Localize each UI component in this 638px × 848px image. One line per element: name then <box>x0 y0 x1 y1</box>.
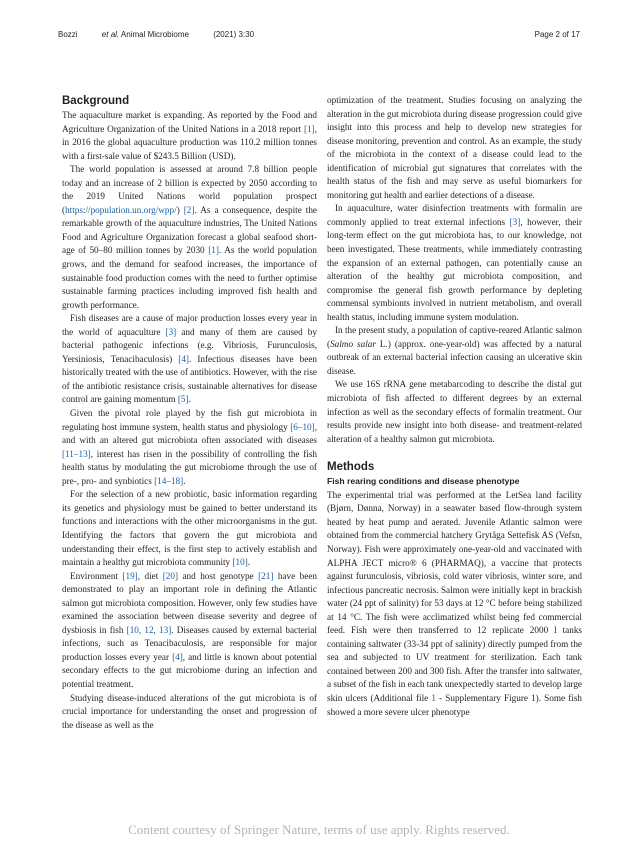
citation-link[interactable]: [10] <box>232 557 248 568</box>
section-spacer <box>327 446 582 460</box>
citation-link[interactable]: 1 <box>431 693 436 704</box>
paragraph: optimization of the treatment. Studies focusing on analyzing the alteration in the gut microbiota during disease progression could give insight into this process and help to develop new strategies for disease monitoring, prevention and control. As an example, the study of the microbiota in the context of a disease could lead to the identification of microbial gut signatures that correlates with the health status of the fish and may serve as useful biomarkers for monitoring gut health and earlier detections of a disease. <box>327 95 582 200</box>
paragraph: In the present study, a population of captive-reared Atlantic salmon (Salmo salar L.) (approx. one-year-old) was affected by a natural outbreak of an external bacterial infection causing an ulcerative skin disease. <box>327 325 582 376</box>
citation-link[interactable]: [3] <box>509 216 521 227</box>
page-number: Page 2 of 17 <box>534 30 580 39</box>
citation-link[interactable]: [11–13] <box>62 448 91 459</box>
citation-link[interactable]: [21] <box>258 570 274 581</box>
citation-link[interactable]: [6–10] <box>290 421 315 432</box>
citation-link[interactable]: [5] <box>177 394 189 405</box>
citation-link[interactable]: [1] <box>208 245 219 256</box>
paragraph: Given the pivotal role played by the fish gut microbiota in regulating host immune system, health status and physiology [6–10], and with an altered gut microbiota often associated with diseases [11–13], interest has risen in the possibility of controlling the fish health status by modulating the gut microbiome through the use of pre-, pro- and synbiotics [14–18]. <box>62 408 317 486</box>
header-year-volume: (2021) 3:30 <box>213 30 255 39</box>
italic-text: Salmo salar <box>330 338 376 349</box>
copyright-footer: Content courtesy of Springer Nature, terms of use apply. Rights reserved. <box>128 822 510 837</box>
paragraph: The world population is assessed at around 7.8 billion people today and an increase of 2 billion is expected by 2050 according to the 2019 United Nations world population prospect (https://population.un.org/wpp/) [2]. As a consequence, despite the remarkable growth of the aquaculture industries, The United Nations Food and Agriculture Organization forecast a global seafood shortage of 50–80 million tonnes by 2030 [1]. As the world population grows, and the demand for seafood increases, the importance of sustainable food production comes with the need to further optimise sustainable farming practices including improved fish health and growth performance. <box>62 164 317 310</box>
running-head <box>58 30 580 39</box>
background-heading: Background <box>62 95 130 107</box>
paragraph: In aquaculture, water disinfection treatments with formalin are commonly applied to treat external infections [3], however, their long-term effect on the gut microbiota has, to our knowledge, not been investigated. These treatments, while immediately contrasting the expansion of an external pathogen, can potentially cause an alteration of the healthy gut microbiota composition, and compromise the general fish growth performance by depleting commensal symbionts involved in nutrient metabolism, and overall health status, including immune system modulation. <box>327 203 582 322</box>
left-column <box>62 94 317 732</box>
citation-link[interactable]: [20] <box>162 570 179 581</box>
citation-link[interactable]: [14–18] <box>154 475 184 486</box>
paragraph: Environment [19], diet [20] and host genotype [21] have been demonstrated to play an important role in defining the Atlantic salmon gut microbiota composition. However, only few studies have examined the association between disease severity and degree of dysbiosis in fish [10, 12, 13]. Diseases caused by external bacterial infections, such as Tenacibaculosis, are responsible for major production losses every year [4], and little is known about potential secondary effects to the gut microbiome during an infection and potential treatment. <box>62 570 318 689</box>
right-column <box>327 94 582 719</box>
citation-link[interactable]: [3] <box>165 326 177 337</box>
paragraph: Fish diseases are a cause of major production losses every year in the world of aquaculture [3] and many of them are caused by bacterial pathogenic infections (e.g. Vibriosis, Furunculosis, Yersiniosis, Tenacibaculosis) [4]. Infectious diseases have been historically treated with the use of antibiotics. However, with the rise of the antibiotic resistance crisis, sustainable alternatives for disease control are gaining momentum [5]. <box>62 313 318 405</box>
citation-link[interactable]: [4] <box>172 651 183 662</box>
methods-heading: Methods <box>327 461 375 474</box>
citation-link[interactable]: [2] <box>183 204 195 215</box>
paragraph: The experimental trial was performed at the LetSea land facility (Bjørn, Dønna, Norway) in a seawater based flow-through system heated by heat pump and aerated. Juvenile Atlantic salmon were obtained from the commercial hatchery Grytåga Settefisk AS (Vefsn, Norway). Fish were approximately one-year-old and vaccinated with ALPHA JECT micro® 6 (PHARMAQ), a vaccine that protects against furunculosis, vibriosis, cold water vibriosis, winter sore, and infectious pancreatic necrosis. Salmon were initially kept in brackish water (24 ppt of salinity) for 53 days at 12 °C before being stabilized at 14 °C. The fish were acclimatized whilst being fed commercial feed. Fish were then transferred to 12 replicate 2000 l tanks containing saltwater (33-34 ppt of salinity) directly pumped from the sea and subjected to UV treatment for sterilization. Each tank contained between 200 and 300 fish. After the transfer into saltwater, a subset of the fish in each tank unexpectedly started to develop large skin ulcers (Additional file 1 - Supplementary Figure 1). Some fish showed a more severe ulcer phenotype <box>327 489 582 717</box>
header-authors: Bozzi <box>58 30 80 39</box>
citation-link[interactable]: [19] <box>122 570 138 581</box>
running-head-citation <box>58 30 580 39</box>
citation-link[interactable]: [4] <box>178 353 189 364</box>
paragraph: For the selection of a new probiotic, basic information regarding its genetics and physiology must be gained to better understand its functions and interactions with the other microorganisms in the gut. Identifying the factors that govern the gut microbiota and understanding their effect, is the first step to actively establish and maintain a healthy gut microbiota community [10]. <box>62 489 317 568</box>
paragraph: Studying disease-induced alterations of the gut microbiota is of crucial importance for understanding the onset and progression of the disease as well as the <box>62 692 317 730</box>
citation-link[interactable]: [1] <box>303 123 315 134</box>
paragraph: We use 16S rRNA gene metabarcoding to describe the distal gut microbiota of fish affected to different degrees by an external infection as well as the secondary effects of formalin treatment. Our results provide new insight into both disease- and treatment-related alteration of a healthy salmon gut microbiota. <box>327 379 582 444</box>
header-journal: Animal Microbiome <box>119 30 189 39</box>
citation-link[interactable]: https://population.un.org/wpp/ <box>65 204 177 215</box>
fish-rearing-subheading: Fish rearing conditions and disease phenotype <box>327 476 520 487</box>
citation-link[interactable]: [10, 12, 13] <box>126 624 172 635</box>
paragraph: The aquaculture market is expanding. As reported by the Food and Agriculture Organization of the United Nations in a 2018 report [1], in 2016 the global aquaculture production was 110.2 million tonnes with a first-sale value of $243.5 Billion (USD). <box>62 110 317 161</box>
header-etal: et al. <box>101 30 120 39</box>
